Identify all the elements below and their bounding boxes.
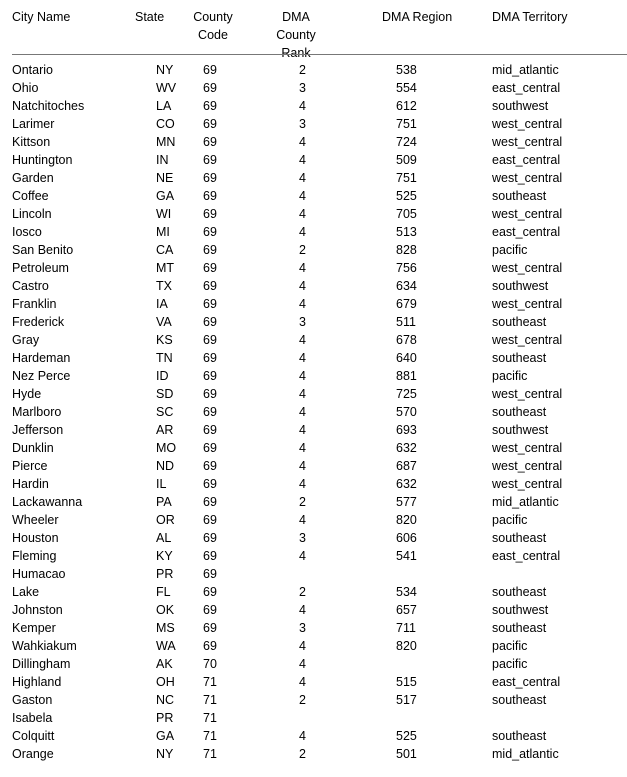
cell-dma-county-rank: 3 xyxy=(299,117,306,131)
cell-dma-county-rank: 3 xyxy=(299,315,306,329)
cell-state: CO xyxy=(156,117,175,131)
cell-state: PA xyxy=(156,495,172,509)
cell-dma-county-rank: 3 xyxy=(299,621,306,635)
cell-city-name: Orange xyxy=(12,747,54,761)
cell-city-name: Jefferson xyxy=(12,423,64,437)
cell-city-name: Kemper xyxy=(12,621,56,635)
table-row xyxy=(0,691,627,709)
cell-dma-county-rank: 4 xyxy=(299,549,306,563)
cell-city-name: Lackawanna xyxy=(12,495,83,509)
cell-state: MT xyxy=(156,261,175,275)
table-row xyxy=(0,493,627,511)
cell-dma-territory: west_central xyxy=(492,171,563,185)
table-row xyxy=(0,187,627,205)
cell-county-code: 69 xyxy=(203,171,217,185)
header-city-name: City Name xyxy=(12,10,71,24)
cell-county-code: 69 xyxy=(203,495,217,509)
header-divider xyxy=(12,54,627,55)
cell-dma-region: 820 xyxy=(396,513,417,527)
table-row xyxy=(0,511,627,529)
cell-dma-territory: west_central xyxy=(492,117,563,131)
cell-dma-county-rank: 4 xyxy=(299,369,306,383)
cell-county-code: 69 xyxy=(203,63,217,77)
cell-state: WI xyxy=(156,207,172,221)
header-county-code xyxy=(193,8,233,44)
cell-dma-territory: west_central xyxy=(492,297,563,311)
cell-city-name: Castro xyxy=(12,279,49,293)
cell-city-name: Kittson xyxy=(12,135,51,149)
cell-city-name: Lincoln xyxy=(12,207,52,221)
table-row xyxy=(0,619,627,637)
cell-dma-territory: west_central xyxy=(492,207,563,221)
cell-city-name: Iosco xyxy=(12,225,42,239)
cell-county-code: 69 xyxy=(203,477,217,491)
cell-dma-region: 570 xyxy=(396,405,417,419)
table-row xyxy=(0,727,627,745)
cell-state: LA xyxy=(156,99,172,113)
cell-county-code: 69 xyxy=(203,585,217,599)
cell-dma-county-rank: 3 xyxy=(299,531,306,545)
cell-dma-region: 606 xyxy=(396,531,417,545)
cell-dma-territory: mid_atlantic xyxy=(492,747,559,761)
cell-state: ID xyxy=(156,369,169,383)
cell-dma-territory: east_central xyxy=(492,225,561,239)
table-row xyxy=(0,349,627,367)
cell-city-name: Dunklin xyxy=(12,441,54,455)
table-row xyxy=(0,79,627,97)
cell-state: FL xyxy=(156,585,171,599)
cell-county-code: 69 xyxy=(203,135,217,149)
cell-city-name: Ohio xyxy=(12,81,39,95)
cell-state: GA xyxy=(156,189,175,203)
cell-dma-region: 511 xyxy=(396,315,416,329)
cell-dma-county-rank: 4 xyxy=(299,207,306,221)
cell-dma-county-rank: 4 xyxy=(299,639,306,653)
cell-state: NY xyxy=(156,747,174,761)
cell-state: NC xyxy=(156,693,175,707)
table-row xyxy=(0,439,627,457)
cell-city-name: Larimer xyxy=(12,117,55,131)
cell-dma-territory: southwest xyxy=(492,603,549,617)
cell-dma-region: 725 xyxy=(396,387,417,401)
cell-county-code: 69 xyxy=(203,351,217,365)
cell-state: VA xyxy=(156,315,172,329)
cell-dma-region: 632 xyxy=(396,441,417,455)
cell-city-name: Hardin xyxy=(12,477,49,491)
cell-dma-county-rank: 2 xyxy=(299,63,306,77)
cell-dma-region: 751 xyxy=(396,117,417,131)
cell-dma-territory: southeast xyxy=(492,693,547,707)
cell-county-code: 69 xyxy=(203,423,217,437)
cell-dma-region: 577 xyxy=(396,495,417,509)
cell-dma-region: 881 xyxy=(396,369,417,383)
cell-city-name: Nez Perce xyxy=(12,369,71,383)
cell-city-name: Huntington xyxy=(12,153,73,167)
cell-city-name: Hyde xyxy=(12,387,42,401)
cell-dma-county-rank: 4 xyxy=(299,333,306,347)
cell-dma-region: 751 xyxy=(396,171,417,185)
cell-state: GA xyxy=(156,729,175,743)
cell-state: PR xyxy=(156,567,174,581)
cell-dma-territory: southeast xyxy=(492,531,547,545)
cell-state: PR xyxy=(156,711,174,725)
cell-county-code: 69 xyxy=(203,405,217,419)
cell-state: TN xyxy=(156,351,173,365)
cell-state: SC xyxy=(156,405,174,419)
table-row xyxy=(0,385,627,403)
cell-dma-territory: west_central xyxy=(492,477,563,491)
cell-state: TX xyxy=(156,279,172,293)
cell-county-code: 71 xyxy=(203,675,217,689)
table-row xyxy=(0,457,627,475)
cell-dma-county-rank: 4 xyxy=(299,99,306,113)
cell-dma-county-rank: 4 xyxy=(299,423,306,437)
cell-dma-region: 634 xyxy=(396,279,417,293)
table-row xyxy=(0,421,627,439)
cell-dma-county-rank: 4 xyxy=(299,513,306,527)
cell-city-name: Pierce xyxy=(12,459,48,473)
cell-dma-county-rank: 4 xyxy=(299,405,306,419)
cell-dma-territory: southwest xyxy=(492,99,549,113)
cell-city-name: Wahkiakum xyxy=(12,639,77,653)
cell-county-code: 69 xyxy=(203,441,217,455)
cell-county-code: 69 xyxy=(203,567,217,581)
header-state: State xyxy=(135,10,165,24)
table-row xyxy=(0,547,627,565)
cell-dma-region: 705 xyxy=(396,207,417,221)
cell-dma-territory: southwest xyxy=(492,279,549,293)
cell-dma-territory: pacific xyxy=(492,513,528,527)
cell-dma-region: 711 xyxy=(396,621,416,635)
cell-city-name: Houston xyxy=(12,531,59,545)
cell-dma-county-rank: 4 xyxy=(299,279,306,293)
table-row xyxy=(0,169,627,187)
cell-dma-territory: pacific xyxy=(492,639,528,653)
cell-state: KS xyxy=(156,333,173,347)
table-row xyxy=(0,673,627,691)
cell-dma-territory: southwest xyxy=(492,423,549,437)
cell-dma-region: 820 xyxy=(396,639,417,653)
cell-county-code: 69 xyxy=(203,531,217,545)
cell-dma-region: 517 xyxy=(396,693,417,707)
table-row xyxy=(0,745,627,763)
cell-city-name: Wheeler xyxy=(12,513,59,527)
cell-county-code: 69 xyxy=(203,99,217,113)
table-body xyxy=(0,61,627,763)
cell-county-code: 69 xyxy=(203,621,217,635)
cell-county-code: 69 xyxy=(203,225,217,239)
cell-dma-territory: west_central xyxy=(492,441,563,455)
cell-city-name: Gaston xyxy=(12,693,53,707)
table-row xyxy=(0,331,627,349)
cell-dma-county-rank: 2 xyxy=(299,243,306,257)
table-row xyxy=(0,367,627,385)
cell-dma-county-rank: 4 xyxy=(299,153,306,167)
cell-dma-territory: southeast xyxy=(492,189,547,203)
cell-dma-region: 515 xyxy=(396,675,417,689)
cell-dma-territory: southeast xyxy=(492,621,547,635)
cell-state: IL xyxy=(156,477,167,491)
cell-city-name: Dillingham xyxy=(12,657,71,671)
cell-dma-region: 534 xyxy=(396,585,417,599)
cell-dma-region: 541 xyxy=(396,549,417,563)
cell-county-code: 69 xyxy=(203,513,217,527)
cell-dma-region: 724 xyxy=(396,135,417,149)
cell-state: AR xyxy=(156,423,174,437)
table-row xyxy=(0,61,627,79)
cell-dma-region: 756 xyxy=(396,261,417,275)
cell-dma-region: 554 xyxy=(396,81,417,95)
cell-dma-county-rank: 4 xyxy=(299,189,306,203)
cell-county-code: 71 xyxy=(203,747,217,761)
cell-state: SD xyxy=(156,387,174,401)
table-row xyxy=(0,565,627,583)
cell-dma-territory: mid_atlantic xyxy=(492,63,559,77)
cell-dma-county-rank: 3 xyxy=(299,81,306,95)
cell-city-name: Marlboro xyxy=(12,405,62,419)
cell-county-code: 69 xyxy=(203,639,217,653)
cell-dma-county-rank: 4 xyxy=(299,351,306,365)
cell-city-name: Coffee xyxy=(12,189,49,203)
cell-county-code: 71 xyxy=(203,711,217,725)
cell-dma-county-rank: 2 xyxy=(299,585,306,599)
cell-dma-region: 612 xyxy=(396,99,417,113)
cell-state: KY xyxy=(156,549,173,563)
cell-city-name: Hardeman xyxy=(12,351,71,365)
cell-dma-territory: pacific xyxy=(492,243,528,257)
cell-dma-county-rank: 4 xyxy=(299,171,306,185)
cell-county-code: 69 xyxy=(203,207,217,221)
cell-dma-county-rank: 4 xyxy=(299,729,306,743)
cell-state: NE xyxy=(156,171,174,185)
cell-city-name: Natchitoches xyxy=(12,99,85,113)
cell-state: OR xyxy=(156,513,175,527)
cell-state: WV xyxy=(156,81,177,95)
cell-dma-county-rank: 4 xyxy=(299,477,306,491)
header-county-code-line1: County xyxy=(193,10,233,24)
cell-dma-county-rank: 4 xyxy=(299,459,306,473)
cell-state: MS xyxy=(156,621,175,635)
header-dma-county-rank-line2: Rank xyxy=(281,46,311,60)
cell-county-code: 69 xyxy=(203,603,217,617)
cell-city-name: Frederick xyxy=(12,315,65,329)
header-dma-region: DMA Region xyxy=(382,10,453,24)
table-row xyxy=(0,205,627,223)
cell-city-name: Franklin xyxy=(12,297,57,311)
cell-dma-region: 678 xyxy=(396,333,417,347)
cell-dma-region: 657 xyxy=(396,603,417,617)
cell-dma-region: 509 xyxy=(396,153,417,167)
cell-dma-territory: west_central xyxy=(492,387,563,401)
cell-dma-county-rank: 4 xyxy=(299,225,306,239)
cell-dma-region: 538 xyxy=(396,63,417,77)
cell-dma-region: 828 xyxy=(396,243,417,257)
cell-dma-county-rank: 2 xyxy=(299,495,306,509)
cell-dma-county-rank: 4 xyxy=(299,135,306,149)
cell-state: OK xyxy=(156,603,175,617)
table-row xyxy=(0,403,627,421)
table-row xyxy=(0,475,627,493)
cell-city-name: Highland xyxy=(12,675,62,689)
cell-state: IA xyxy=(156,297,168,311)
cell-dma-region: 525 xyxy=(396,189,417,203)
cell-dma-region: 632 xyxy=(396,477,417,491)
cell-dma-county-rank: 2 xyxy=(299,693,306,707)
cell-county-code: 69 xyxy=(203,243,217,257)
cell-county-code: 71 xyxy=(203,693,217,707)
cell-state: AK xyxy=(156,657,173,671)
cell-city-name: Petroleum xyxy=(12,261,69,275)
cell-dma-region: 679 xyxy=(396,297,417,311)
table-row xyxy=(0,133,627,151)
table-row xyxy=(0,97,627,115)
cell-county-code: 71 xyxy=(203,729,217,743)
table-row xyxy=(0,313,627,331)
cell-state: AL xyxy=(156,531,172,545)
cell-city-name: Lake xyxy=(12,585,40,599)
cell-state: MN xyxy=(156,135,176,149)
cell-city-name: Ontario xyxy=(12,63,53,77)
cell-state: OH xyxy=(156,675,175,689)
table-row xyxy=(0,601,627,619)
cell-city-name: Johnston xyxy=(12,603,63,617)
cell-county-code: 69 xyxy=(203,315,217,329)
cell-county-code: 69 xyxy=(203,261,217,275)
cell-county-code: 69 xyxy=(203,297,217,311)
cell-state: CA xyxy=(156,243,174,257)
cell-dma-territory: southeast xyxy=(492,315,547,329)
table-row xyxy=(0,529,627,547)
cell-dma-region: 513 xyxy=(396,225,417,239)
table-row xyxy=(0,223,627,241)
cell-county-code: 69 xyxy=(203,81,217,95)
cell-city-name: Gray xyxy=(12,333,40,347)
table-row xyxy=(0,115,627,133)
cell-dma-county-rank: 4 xyxy=(299,261,306,275)
table-row xyxy=(0,655,627,673)
table-row xyxy=(0,295,627,313)
header-dma-territory: DMA Territory xyxy=(492,10,568,24)
cell-city-name: Humacao xyxy=(12,567,66,581)
cell-dma-territory: east_central xyxy=(492,549,561,563)
cell-dma-region: 693 xyxy=(396,423,417,437)
cell-county-code: 69 xyxy=(203,459,217,473)
cell-dma-territory: southeast xyxy=(492,405,547,419)
table-row xyxy=(0,637,627,655)
table-row xyxy=(0,583,627,601)
table-header xyxy=(0,8,627,60)
table-row xyxy=(0,241,627,259)
cell-state: MI xyxy=(156,225,170,239)
cell-dma-territory: west_central xyxy=(492,333,563,347)
cell-county-code: 69 xyxy=(203,153,217,167)
cell-dma-county-rank: 4 xyxy=(299,387,306,401)
header-dma-county-rank-line1: DMA County xyxy=(276,10,316,42)
cell-county-code: 69 xyxy=(203,189,217,203)
cell-county-code: 69 xyxy=(203,387,217,401)
cell-dma-county-rank: 4 xyxy=(299,441,306,455)
cell-dma-region: 525 xyxy=(396,729,417,743)
cell-county-code: 69 xyxy=(203,279,217,293)
cell-county-code: 69 xyxy=(203,549,217,563)
table-row xyxy=(0,259,627,277)
cell-dma-territory: southeast xyxy=(492,729,547,743)
cell-dma-territory: east_central xyxy=(492,81,561,95)
cell-city-name: San Benito xyxy=(12,243,74,257)
cell-city-name: Isabela xyxy=(12,711,53,725)
cell-dma-county-rank: 4 xyxy=(299,675,306,689)
cell-dma-region: 640 xyxy=(396,351,417,365)
header-county-code-line2: Code xyxy=(198,28,228,42)
cell-county-code: 69 xyxy=(203,333,217,347)
cell-dma-territory: east_central xyxy=(492,675,561,689)
cell-dma-region: 501 xyxy=(396,747,417,761)
cell-dma-county-rank: 2 xyxy=(299,747,306,761)
cell-dma-territory: west_central xyxy=(492,261,563,275)
cell-dma-territory: west_central xyxy=(492,135,563,149)
table-row xyxy=(0,277,627,295)
cell-dma-county-rank: 4 xyxy=(299,603,306,617)
cell-state: IN xyxy=(156,153,169,167)
cell-dma-territory: west_central xyxy=(492,459,563,473)
cell-state: NY xyxy=(156,63,174,77)
cell-city-name: Garden xyxy=(12,171,54,185)
cell-dma-county-rank: 4 xyxy=(299,657,306,671)
cell-county-code: 70 xyxy=(203,657,217,671)
cell-dma-territory: mid_atlantic xyxy=(492,495,559,509)
cell-city-name: Colquitt xyxy=(12,729,55,743)
cell-county-code: 69 xyxy=(203,117,217,131)
cell-dma-territory: southeast xyxy=(492,351,547,365)
cell-dma-territory: pacific xyxy=(492,657,528,671)
cell-state: MO xyxy=(156,441,177,455)
cell-dma-territory: pacific xyxy=(492,369,528,383)
table-row xyxy=(0,709,627,727)
cell-city-name: Fleming xyxy=(12,549,57,563)
cell-state: WA xyxy=(156,639,176,653)
cell-dma-region: 687 xyxy=(396,459,417,473)
cell-state: ND xyxy=(156,459,175,473)
cell-dma-territory: southeast xyxy=(492,585,547,599)
cell-county-code: 69 xyxy=(203,369,217,383)
cell-dma-county-rank: 4 xyxy=(299,297,306,311)
table-row xyxy=(0,151,627,169)
cell-dma-territory: east_central xyxy=(492,153,561,167)
